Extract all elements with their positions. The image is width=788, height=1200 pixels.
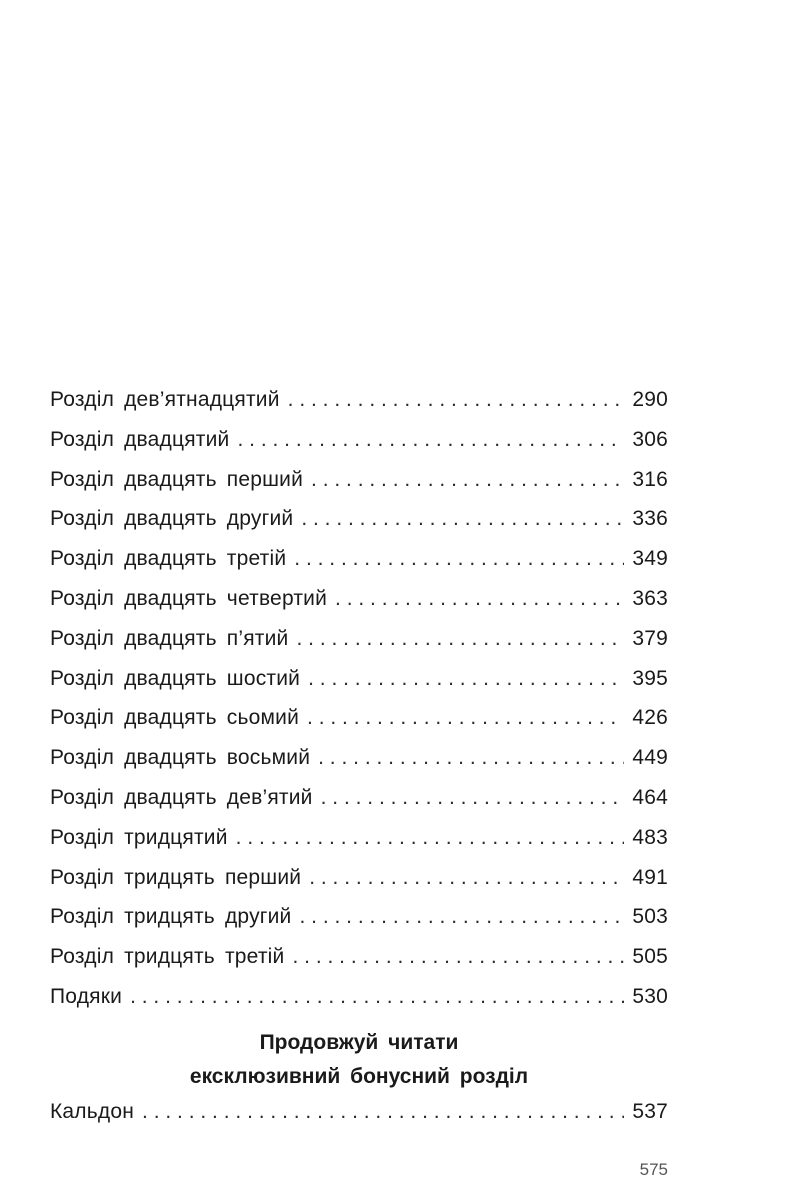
dot-leader	[300, 897, 625, 937]
dot-leader	[308, 659, 624, 699]
toc-entry[interactable]	[50, 659, 668, 699]
dot-leader	[130, 977, 624, 1017]
bonus-section-heading	[50, 1026, 668, 1094]
toc-entry[interactable]	[50, 818, 668, 858]
toc-entry-page: 483	[632, 825, 668, 849]
toc-entry-title: Розділ двадцять восьмий	[50, 746, 311, 770]
toc-entry[interactable]	[50, 778, 668, 818]
dot-leader	[335, 579, 624, 619]
toc-entry-title: Розділ двадцять п’ятий	[50, 626, 289, 650]
toc-entry[interactable]	[50, 499, 668, 539]
toc-entry-title: Подяки	[50, 984, 123, 1008]
toc-entry[interactable]	[50, 738, 668, 778]
toc-entry-page: 505	[632, 945, 668, 969]
toc-entry[interactable]	[50, 380, 668, 420]
dot-leader	[238, 420, 625, 460]
toc-entry-page: 426	[632, 706, 668, 730]
toc-entry-page: 449	[632, 746, 668, 770]
dot-leader	[309, 858, 624, 898]
toc-entry[interactable]	[50, 897, 668, 937]
toc-entry-title: Кальдон	[50, 1100, 135, 1123]
toc-entry-page: 306	[632, 427, 668, 451]
toc-entry-page: 363	[632, 586, 668, 610]
toc-entry[interactable]	[50, 1092, 668, 1132]
toc-entry-page: 464	[632, 785, 668, 809]
toc-entry[interactable]	[50, 539, 668, 579]
toc-entry-page: 290	[632, 388, 668, 411]
toc-entry[interactable]	[50, 579, 668, 619]
toc-entry-title: Розділ дев’ятнадцятий	[50, 388, 280, 411]
toc-entry[interactable]	[50, 698, 668, 738]
toc-entry-page: 349	[632, 547, 668, 571]
toc-entry-title: Розділ двадцять третій	[50, 547, 287, 571]
toc-entry-title: Розділ тридцять другий	[50, 905, 292, 929]
toc-entry-page: 336	[632, 507, 668, 531]
toc-entry-page: 379	[632, 626, 668, 650]
dot-leader	[297, 619, 625, 659]
dot-leader	[318, 738, 624, 778]
toc-entry-title: Розділ двадцять четвертий	[50, 586, 328, 610]
dot-leader	[142, 1092, 624, 1132]
dot-leader	[301, 499, 624, 539]
toc-entry-title: Розділ двадцять сьомий	[50, 706, 300, 730]
dot-leader	[307, 698, 624, 738]
toc-entry[interactable]	[50, 420, 668, 460]
toc-entry-title: Розділ тридцятий	[50, 825, 228, 849]
toc-entry-title: Розділ двадцять шостий	[50, 666, 301, 690]
toc-entry[interactable]	[50, 858, 668, 898]
toc-entry-title: Розділ двадцятий	[50, 427, 230, 451]
dot-leader	[288, 380, 625, 420]
dot-leader	[321, 778, 625, 818]
toc-entry-title: Розділ тридцять третій	[50, 945, 285, 969]
toc-entry-page: 537	[632, 1100, 668, 1123]
toc-entry-title: Розділ двадцять дев’ятий	[50, 785, 313, 809]
toc-entry-page: 503	[632, 905, 668, 929]
page-number: 575	[639, 1160, 668, 1179]
toc-entry-page: 491	[632, 865, 668, 889]
toc-entry-title: Розділ двадцять перший	[50, 467, 304, 491]
toc-entry[interactable]	[50, 977, 668, 1017]
toc-entry-title: Розділ тридцять перший	[50, 865, 302, 889]
toc-entry[interactable]	[50, 619, 668, 659]
bonus-heading-line-2: ексклюзивний бонусний розділ	[189, 1065, 529, 1088]
bonus-heading-line-1: Продовжуй читати	[259, 1031, 459, 1054]
dot-leader	[236, 818, 625, 858]
toc-entry[interactable]	[50, 937, 668, 977]
table-of-contents	[50, 380, 668, 1017]
toc-entry[interactable]	[50, 460, 668, 500]
toc-entry-page: 530	[632, 984, 668, 1008]
toc-entry-page: 316	[632, 467, 668, 491]
dot-leader	[292, 937, 624, 977]
dot-leader	[311, 460, 624, 500]
toc-entry-title: Розділ двадцять другий	[50, 507, 294, 531]
dot-leader	[294, 539, 624, 579]
bonus-table-of-contents	[50, 1092, 668, 1132]
toc-entry-page: 395	[632, 666, 668, 690]
